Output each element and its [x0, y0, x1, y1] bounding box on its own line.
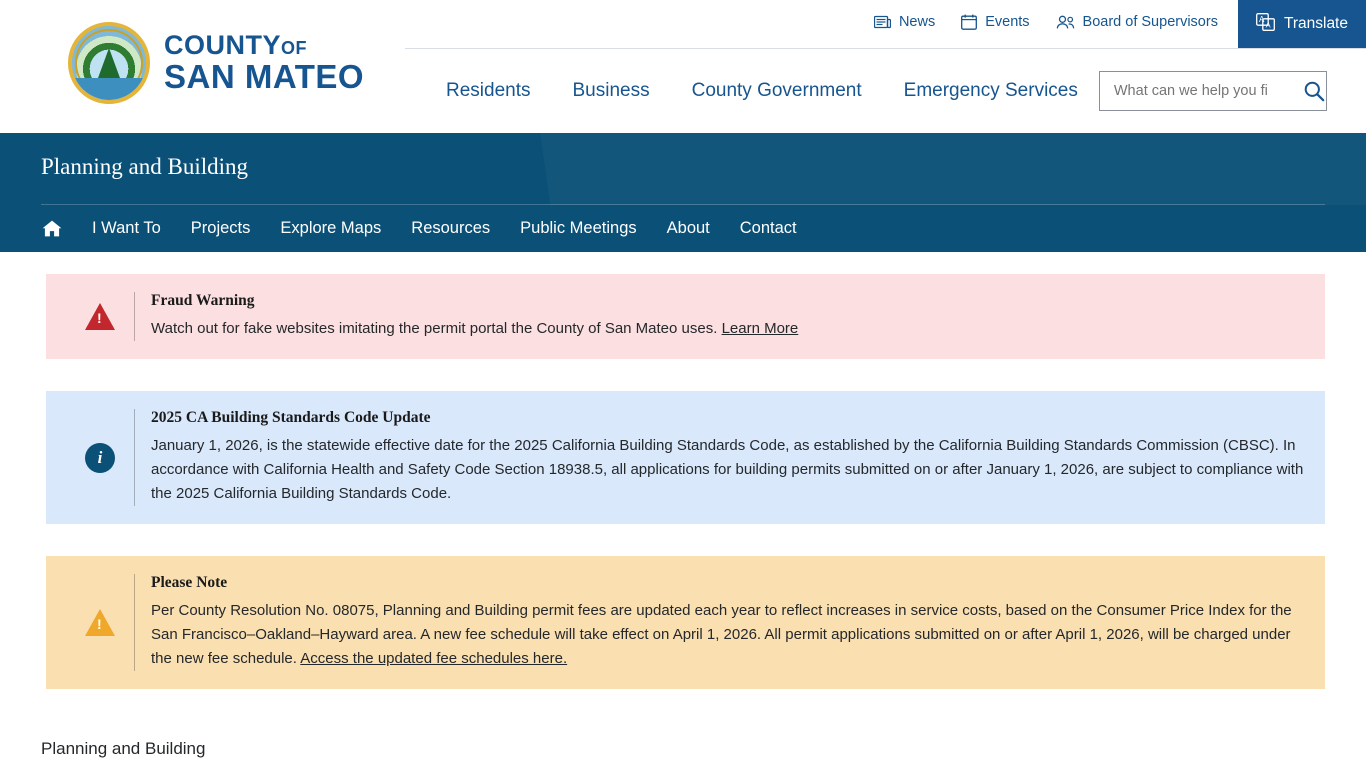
- utility-link-news[interactable]: [874, 14, 935, 30]
- utility-link-board-of-supervisors[interactable]: [1056, 14, 1218, 30]
- svg-text:A: A: [1258, 14, 1265, 24]
- alert-icon-wrap: [66, 443, 134, 473]
- nav-item-business[interactable]: Business: [572, 80, 650, 101]
- alert-text: [151, 317, 1305, 341]
- dept-nav-contact[interactable]: Contact: [739, 219, 797, 237]
- department-banner: [0, 133, 1366, 205]
- utility-link-events[interactable]: [961, 14, 1029, 30]
- site-search[interactable]: [1099, 71, 1327, 111]
- alert-link-learn-more[interactable]: Learn More: [721, 320, 799, 337]
- wordmark: [164, 32, 364, 93]
- site-logo[interactable]: [68, 22, 364, 104]
- alert-building-standards-code: [46, 391, 1325, 524]
- translate-icon: [1256, 13, 1275, 36]
- alert-divider: [134, 292, 135, 341]
- alert-title: Please Note: [151, 574, 228, 591]
- wordmark-line1: COUNTY: [164, 30, 281, 61]
- utility-links: [874, 0, 1238, 30]
- county-seal-icon: [68, 22, 150, 104]
- alert-divider: [134, 409, 135, 506]
- page-title: Planning and Building: [41, 739, 206, 758]
- utility-link-news-label: News: [898, 14, 936, 30]
- wordmark-line2: SAN MATEO: [164, 57, 365, 95]
- utility-link-events-label: Events: [985, 14, 1030, 30]
- utility-link-board-label: Board of Supervisors: [1082, 14, 1218, 30]
- calendar-icon: [961, 14, 977, 30]
- dept-nav-resources[interactable]: Resources: [411, 219, 491, 237]
- main-content: [0, 252, 1366, 689]
- alert-divider: [134, 574, 135, 671]
- alert-link-fee-schedules[interactable]: Access the updated fee schedules here.: [300, 650, 568, 667]
- wordmark-of: OF: [281, 38, 307, 59]
- dept-nav-public-meetings[interactable]: Public Meetings: [520, 219, 637, 237]
- dept-nav-i-want-to[interactable]: I Want To: [92, 219, 161, 237]
- dept-nav-explore-maps[interactable]: Explore Maps: [280, 219, 382, 237]
- alert-title: Fraud Warning: [151, 292, 255, 309]
- translate-button-label: Translate: [1283, 15, 1348, 32]
- alert-text: [151, 599, 1305, 671]
- search-icon[interactable]: [1303, 80, 1325, 102]
- alert-body-text: Per County Resolution No. 08075, Planning and Building permit fees are updated each year to reflect increases in service costs, based on the Consumer Price Index for the San Francisco–Oakland–Hayward area. A new fee schedule will take effect on April 1, 2026. All permit applications submitted on or after April 1, 2026, will be charged under the new fee schedule.: [151, 602, 1292, 667]
- people-icon: [1056, 15, 1075, 30]
- nav-item-emergency-services[interactable]: Emergency Services: [903, 80, 1078, 101]
- banner-divider: [41, 204, 1325, 205]
- svg-text:A: A: [1265, 20, 1271, 30]
- translate-button[interactable]: [1238, 0, 1366, 48]
- dept-nav-about[interactable]: About: [666, 219, 710, 237]
- warning-triangle-icon: [85, 609, 115, 636]
- site-header: [0, 0, 1366, 133]
- alert-icon-wrap: [66, 303, 134, 330]
- utility-bar: [405, 0, 1366, 48]
- alert-body-text: Watch out for fake websites imitating the permit portal the County of San Mateo uses.: [151, 320, 722, 337]
- nav-item-county-government[interactable]: County Government: [691, 80, 862, 101]
- alert-text: January 1, 2026, is the statewide effective date for the 2025 California Building Standards Code, as established by the California Building Standards Commission (CBSC). In accordance with California Health and Safety Code Section 18938.5, all applications for building permits submitted on or after January 1, 2026, are subject to compliance with the 2025 California Building Standards Code.: [151, 437, 1304, 502]
- info-circle-icon: i: [85, 443, 115, 473]
- alert-title: 2025 CA Building Standards Code Update: [151, 409, 431, 426]
- department-title: Planning and Building: [41, 154, 248, 179]
- department-nav: [0, 205, 1366, 252]
- primary-nav: [405, 48, 1366, 133]
- dept-nav-projects[interactable]: Projects: [190, 219, 251, 237]
- news-icon: [874, 15, 891, 30]
- search-input[interactable]: [1112, 82, 1303, 100]
- warning-triangle-icon: [85, 303, 115, 330]
- nav-home-icon[interactable]: [41, 219, 77, 238]
- nav-item-residents[interactable]: Residents: [446, 80, 531, 101]
- alert-icon-wrap: [66, 609, 134, 636]
- alert-please-note: [46, 556, 1325, 689]
- alert-fraud-warning: [46, 274, 1325, 359]
